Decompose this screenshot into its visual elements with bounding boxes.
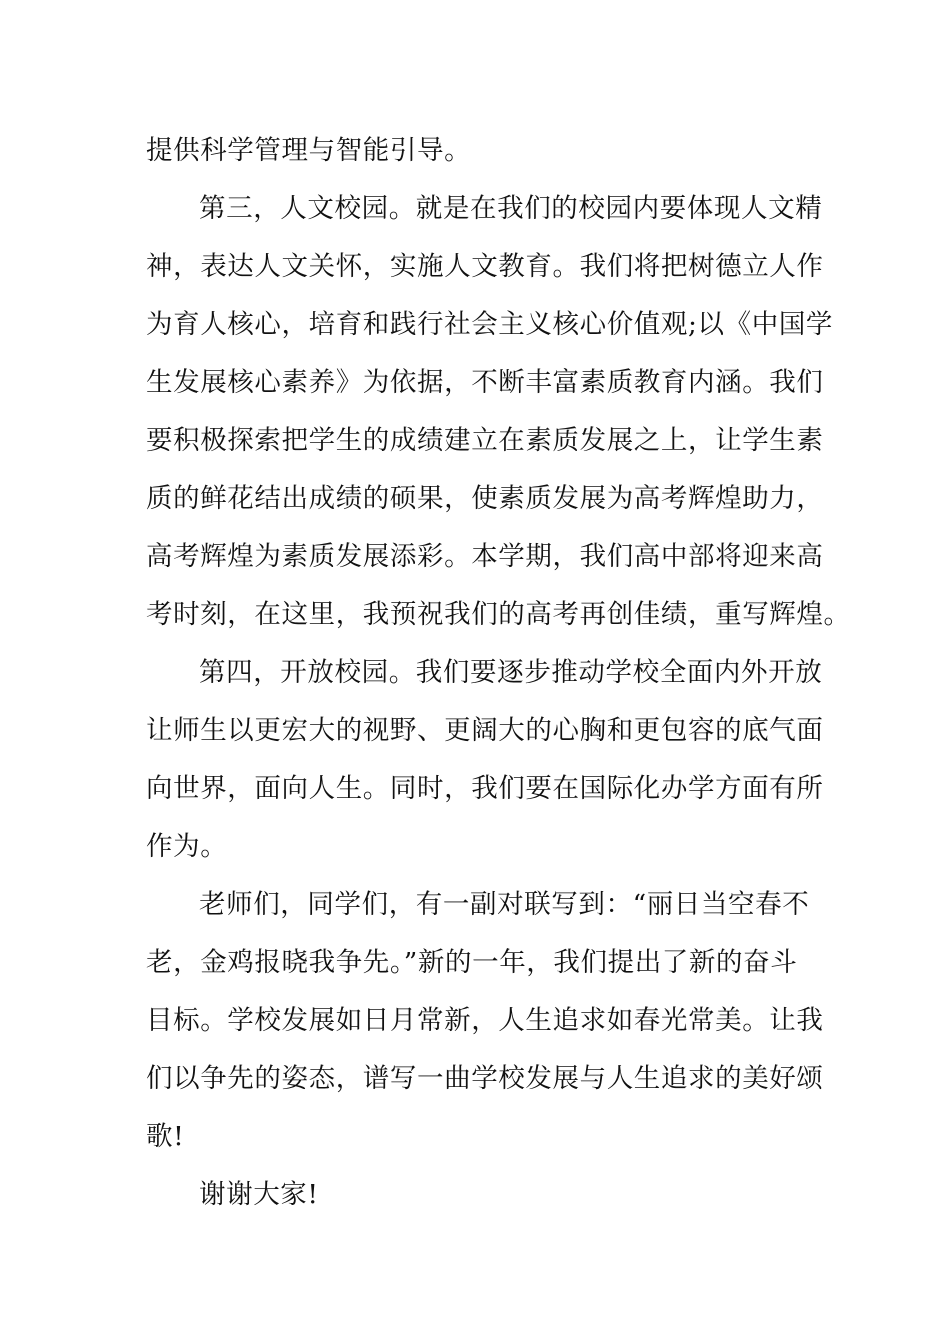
text-line: 们以争先的姿态，谱写一曲学校发展与人生追求的美好颂	[146, 1063, 824, 1094]
text-line: 老，金鸡报晓我争先。”新的一年，我们提出了新的奋斗	[146, 947, 798, 978]
text-line: 第三，人文校园。就是在我们的校园内要体现人文精	[199, 193, 823, 224]
paragraph-5	[146, 1166, 810, 1224]
text-line: 让师生以更宏大的视野、更阔大的心胸和更包容的底气面	[146, 715, 824, 746]
text-line: 老师们，同学们，有一副对联写到：“丽日当空春不	[199, 889, 810, 920]
text-line: 高考辉煌为素质发展添彩。本学期，我们高中部将迎来高	[146, 541, 824, 572]
text-line: 作为。	[146, 831, 228, 862]
paragraph-2	[146, 180, 851, 644]
text-line: 向世界，面向人生。同时，我们要在国际化办学方面有所	[146, 773, 824, 804]
speech-text	[146, 122, 851, 1224]
text-line: 第四，开放校园。我们要逐步推动学校全面内外开放	[199, 657, 823, 688]
paragraph-4	[146, 876, 824, 1166]
text-line: 谢谢大家!	[199, 1179, 319, 1210]
text-line: 神，表达人文关怀，实施人文教育。我们将把树德立人作	[146, 251, 824, 282]
text-line: 质的鲜花结出成绩的硕果，使素质发展为高考辉煌助力，	[146, 483, 824, 514]
text-line: 提供科学管理与智能引导。	[146, 135, 472, 166]
text-line: 为育人核心，培育和践行社会主义核心价值观;以《中国学	[146, 309, 834, 340]
text-line: 要积极探索把学生的成绩建立在素质发展之上，让学生素	[146, 425, 824, 456]
text-line: 生发展核心素养》为依据，不断丰富素质教育内涵。我们	[146, 367, 824, 398]
text-line: 歌!	[146, 1121, 185, 1152]
paragraph-1	[146, 122, 810, 180]
paragraph-3	[146, 644, 824, 876]
text-line: 考时刻，在这里，我预祝我们的高考再创佳绩，重写辉煌。	[146, 599, 851, 630]
text-line: 目标。学校发展如日月常新，人生追求如春光常美。让我	[146, 1005, 824, 1036]
